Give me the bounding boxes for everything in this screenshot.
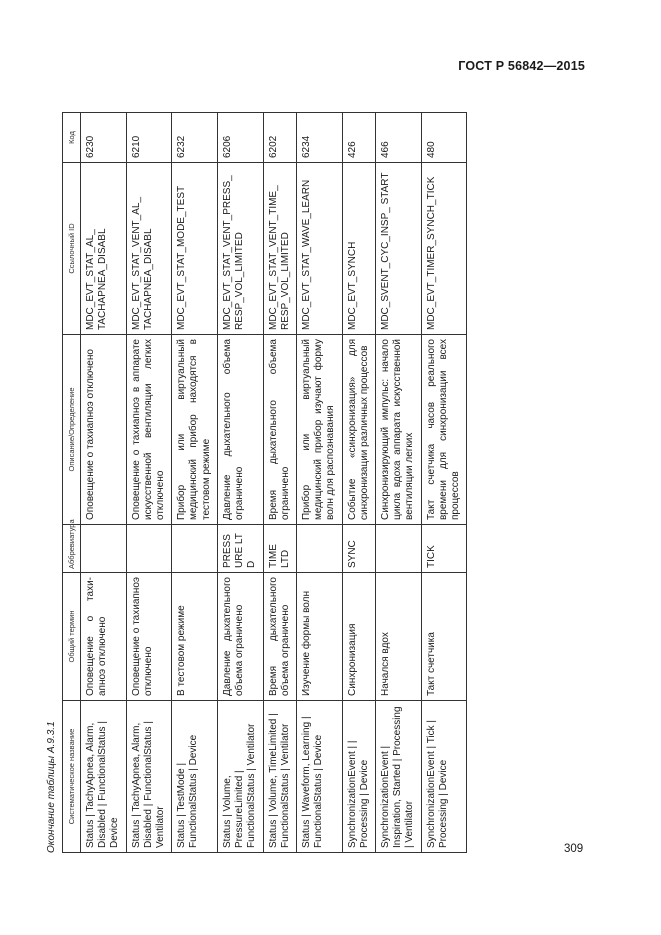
ref-id-cell: MDC_EVT_STAT_VENT_AL_ TACHAPNEA_DISABL: [126, 163, 172, 335]
table-row: [342, 113, 375, 853]
code-cell: 426: [342, 113, 375, 163]
description-cell: Время дыхательного объема ограничено: [263, 335, 296, 525]
table-row: [217, 113, 263, 853]
table-row: [81, 113, 127, 853]
description-cell: Прибор или виртуальный медицинский прибор находятся в тестовом режиме: [172, 335, 218, 525]
term-cell: Время дыхательного объема ограничено: [263, 573, 296, 701]
table-row: [126, 113, 172, 853]
description-cell: Такт счетчика часов реального времени для синхронизации всех процессов: [421, 335, 467, 525]
abbreviation-cell: PRESSURE LTD: [217, 525, 263, 573]
code-cell: 6202: [263, 113, 296, 163]
systematic-name-cell: SynchronizationEvent | Inspiration, Started | Processing | Ventilator: [376, 701, 422, 853]
term-cell: Оповещение о тахиапноэ отключено: [126, 573, 172, 701]
table-row: [263, 113, 296, 853]
table-row: [421, 113, 467, 853]
column-header-description: Описание/Определение: [63, 335, 81, 525]
systematic-name-cell: Status | TachyApnea, Alarm, Disabled | FunctionalStatus | Ventilator: [126, 701, 172, 853]
ref-id-cell: MDC_EVT_SYNCH: [342, 163, 375, 335]
description-cell: Синхронизирующий импульс: начало цикла вдоха аппарата искусственной вентиляции легких: [376, 335, 422, 525]
ref-id-cell: MDC_EVT_STAT_VENT_TIME_ RESP_VOL_LIMITED: [263, 163, 296, 335]
abbreviation-cell: [126, 525, 172, 573]
document-standard-header: ГОСТ Р 56842—2015: [458, 59, 585, 73]
term-cell: Изучение формы волн: [297, 573, 343, 701]
systematic-name-cell: Status | TestMode | FunctionalStatus | Device: [172, 701, 218, 853]
table-row: [376, 113, 422, 853]
systematic-name-cell: Status | Volume, PressureLimited | FunctionalStatus | Ventilator: [217, 701, 263, 853]
table-row: [172, 113, 218, 853]
code-cell: 6232: [172, 113, 218, 163]
ref-id-cell: MDC_EVT_STAT_MODE_TEST: [172, 163, 218, 335]
description-cell: Событие «синхронизация» для синхронизации различных процессов: [342, 335, 375, 525]
table-header-row: [63, 113, 81, 853]
abbreviation-cell: TIME LTD: [263, 525, 296, 573]
ref-id-cell: MDC_EVT_STAT_WAVE_LEARN: [297, 163, 343, 335]
ref-id-cell: MDC_EVT_STAT_AL_ TACHAPNEA_DISABL: [81, 163, 127, 335]
code-cell: 466: [376, 113, 422, 163]
term-cell: Такт счетчика: [421, 573, 467, 701]
code-cell: 480: [421, 113, 467, 163]
systematic-name-cell: SynchronizationEvent | | Processing | Device: [342, 701, 375, 853]
term-cell: В тестовом режиме: [172, 573, 218, 701]
description-cell: Давление дыхательного объема ограничено: [217, 335, 263, 525]
terms-table: [62, 112, 467, 853]
code-cell: 6230: [81, 113, 127, 163]
rotated-table-section: [42, 113, 472, 853]
abbreviation-cell: [297, 525, 343, 573]
page-number: 309: [564, 843, 584, 855]
abbreviation-cell: [376, 525, 422, 573]
ref-id-cell: MDC_EVT_TIMER_SYNCH_TICK: [421, 163, 467, 335]
abbreviation-cell: SYNC: [342, 525, 375, 573]
term-cell: Начался вдох: [376, 573, 422, 701]
table-row: [297, 113, 343, 853]
column-header-systematic: Систематическое название: [63, 701, 81, 853]
column-header-code: Код: [63, 113, 81, 163]
term-cell: Оповещение о тахи-апноэ отключено: [81, 573, 127, 701]
systematic-name-cell: Status | Volume, TimeLimited | FunctionalStatus | Ventilator: [263, 701, 296, 853]
description-cell: Оповещение о тахиапноэ в аппарате искусственной вентиляции легких отключено: [126, 335, 172, 525]
column-header-ref-id: Ссылочный ID: [63, 163, 81, 335]
code-cell: 6210: [126, 113, 172, 163]
ref-id-cell: MDC_SVENT_CYC_INSP_ START: [376, 163, 422, 335]
systematic-name-cell: Status | TachyApnea, Alarm, Disabled | FunctionalStatus | Device: [81, 701, 127, 853]
abbreviation-cell: [81, 525, 127, 573]
ref-id-cell: MDC_EVT_STAT_VENT_PRESS_ RESP_VOL_LIMITED: [217, 163, 263, 335]
code-cell: 6206: [217, 113, 263, 163]
description-cell: Оповещение о тахиапноэ отключено: [81, 335, 127, 525]
systematic-name-cell: Status | Waveform, Learning | FunctionalStatus | Device: [297, 701, 343, 853]
term-cell: Синхронизация: [342, 573, 375, 701]
abbreviation-cell: [172, 525, 218, 573]
column-header-term: Общий термин: [63, 573, 81, 701]
systematic-name-cell: SynchronizationEvent | Tick | Processing | Device: [421, 701, 467, 853]
table-caption: Окончание таблицы А.9.3.1: [46, 721, 57, 853]
column-header-abbreviation: Аббревиатура: [63, 525, 81, 573]
code-cell: 6234: [297, 113, 343, 163]
description-cell: Прибор или виртуальный медицинский прибор изучают форму волн для распознавания: [297, 335, 343, 525]
abbreviation-cell: TICK: [421, 525, 467, 573]
term-cell: Давление дыхательного объема ограничено: [217, 573, 263, 701]
